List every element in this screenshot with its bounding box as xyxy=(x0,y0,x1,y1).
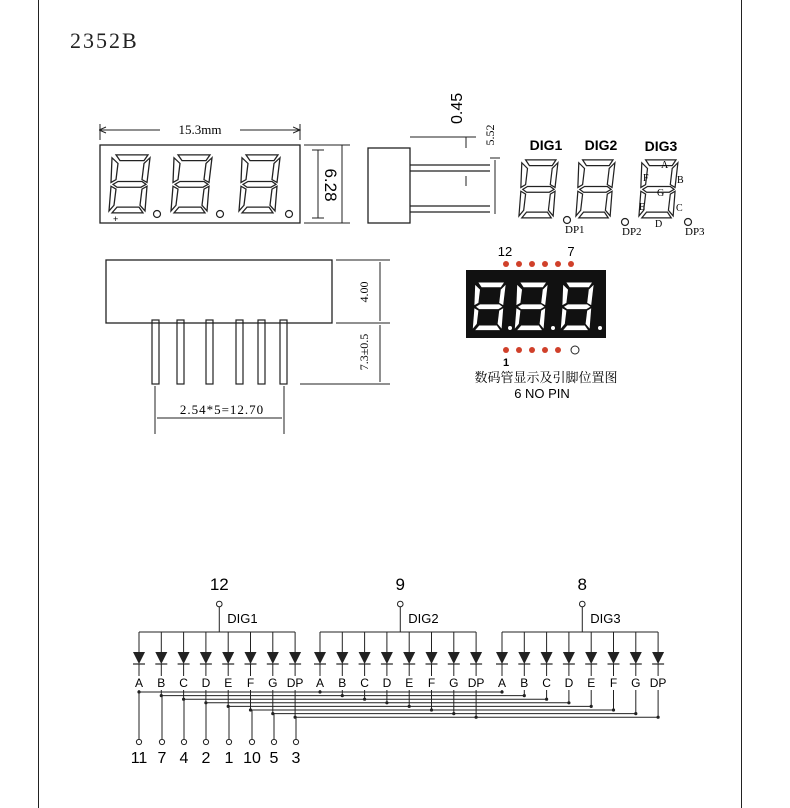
seg-letter-g: G xyxy=(657,188,665,199)
diode-symbol xyxy=(289,652,301,664)
dig-label: DIG3 xyxy=(590,611,621,626)
com-pin-terminal xyxy=(216,601,222,607)
dig-label: DIG2 xyxy=(408,611,439,626)
com-pin-number: 8 xyxy=(577,575,588,594)
segment-label: F xyxy=(246,676,255,690)
diode-symbol xyxy=(336,652,348,664)
diode-symbol xyxy=(267,652,279,664)
segment-label: D xyxy=(564,676,574,690)
body-height-label: 4.00 xyxy=(357,281,371,303)
segment-label: A xyxy=(315,676,325,690)
segment-pin-terminal xyxy=(136,739,141,744)
segment-pin-number: 3 xyxy=(291,750,301,767)
segment-pin-number: 2 xyxy=(201,750,211,767)
diode-symbol xyxy=(426,652,438,664)
segment-label: C xyxy=(542,676,551,690)
segment-label: G xyxy=(268,676,278,690)
segment-label: DP xyxy=(467,676,485,690)
segment-letter-diagram xyxy=(519,137,705,238)
segment-pin-terminal xyxy=(203,739,208,744)
diode-symbol xyxy=(563,652,575,664)
part-number: 2352B xyxy=(70,28,139,53)
diode-symbol xyxy=(496,652,508,664)
segment-label: E xyxy=(224,676,233,690)
segment-label: D xyxy=(201,676,211,690)
segment-label: A xyxy=(497,676,507,690)
segment-label: DP xyxy=(286,676,304,690)
diode-symbol xyxy=(155,652,167,664)
diode-symbol xyxy=(652,652,664,664)
pin-top-last: 7 xyxy=(567,244,575,259)
segment-pin-terminal xyxy=(181,739,186,744)
diode-symbol xyxy=(200,652,212,664)
segment-pin-terminal xyxy=(226,739,231,744)
pitch-label: 2.54*5=12.70 xyxy=(179,402,265,417)
segment-pin-terminal xyxy=(159,739,164,744)
dig-label: DIG1 xyxy=(227,611,258,626)
segment-pin-terminal xyxy=(249,739,254,744)
segment-label: F xyxy=(609,676,618,690)
com-pin-number: 9 xyxy=(395,575,406,594)
front-width-label: 15.3mm xyxy=(178,122,222,137)
diode-symbol xyxy=(133,652,145,664)
segment-label: E xyxy=(587,676,596,690)
com-pin-number: 12 xyxy=(209,575,229,594)
diode-symbol xyxy=(359,652,371,664)
pin-len-label: 5.52 xyxy=(483,124,497,146)
segment-label: F xyxy=(427,676,436,690)
segment-label: G xyxy=(449,676,459,690)
segment-label: DP xyxy=(649,676,667,690)
front-view xyxy=(100,122,350,224)
segment-pin-number: 10 xyxy=(243,750,261,767)
diode-symbol xyxy=(470,652,482,664)
svg-text:+: + xyxy=(113,214,119,224)
segment-pin-number: 1 xyxy=(224,750,234,767)
seg-letter-a: A xyxy=(661,160,669,171)
seg-letter-f: F xyxy=(643,173,649,184)
dp1-label: DP1 xyxy=(565,224,585,236)
diode-symbol xyxy=(541,652,553,664)
no-pin-note: 6 NO PIN xyxy=(514,386,570,401)
segment-pin-terminal xyxy=(293,739,298,744)
segment-pin-number: 4 xyxy=(179,750,189,767)
segment-pin-terminal xyxy=(271,739,276,744)
segment-label: B xyxy=(520,676,529,690)
pinout-caption: 数码管显示及引脚位置图 xyxy=(474,370,618,385)
segment-label: B xyxy=(157,676,166,690)
diode-symbol xyxy=(314,652,326,664)
diode-symbol xyxy=(585,652,597,664)
dig2-label: DIG2 xyxy=(584,137,618,153)
seg-letter-c: C xyxy=(676,203,683,214)
pin-bottom-first: 1 xyxy=(502,357,510,369)
diode-symbol xyxy=(245,652,257,664)
seg-letter-d: D xyxy=(655,219,663,230)
dp3-label: DP3 xyxy=(685,226,705,238)
segment-label: C xyxy=(179,676,188,690)
segment-label: D xyxy=(382,676,392,690)
dp2-label: DP2 xyxy=(622,226,642,238)
segment-pin-number: 5 xyxy=(269,750,279,767)
segment-label: B xyxy=(338,676,347,690)
diode-symbol xyxy=(403,652,415,664)
segment-label: E xyxy=(405,676,414,690)
pin-height-label: 7.3±0.5 xyxy=(357,333,371,371)
schematic xyxy=(131,575,667,767)
diode-symbol xyxy=(381,652,393,664)
segment-label: C xyxy=(360,676,369,690)
dig3-label: DIG3 xyxy=(644,138,678,154)
com-pin-terminal xyxy=(397,601,403,607)
com-pin-terminal xyxy=(579,601,585,607)
segment-label: A xyxy=(134,676,144,690)
front-height-label: 6.28 xyxy=(321,168,340,202)
diode-symbol xyxy=(630,652,642,664)
seg-letter-b: B xyxy=(677,175,684,186)
segment-pin-number: 11 xyxy=(130,750,148,767)
side-view xyxy=(368,93,500,223)
segment-pin-number: 7 xyxy=(157,750,167,767)
bottom-view xyxy=(106,260,390,434)
pin-top-first: 12 xyxy=(497,244,513,259)
diode-symbol xyxy=(518,652,530,664)
diode-symbol xyxy=(608,652,620,664)
diode-symbol xyxy=(222,652,234,664)
segment-label: G xyxy=(631,676,641,690)
dig1-label: DIG1 xyxy=(529,137,563,153)
pin-dia-label: 0.45 xyxy=(449,92,466,124)
pin-position-diagram xyxy=(466,244,618,401)
diode-symbol xyxy=(178,652,190,664)
seg-letter-e: E xyxy=(639,202,646,213)
diode-symbol xyxy=(448,652,460,664)
